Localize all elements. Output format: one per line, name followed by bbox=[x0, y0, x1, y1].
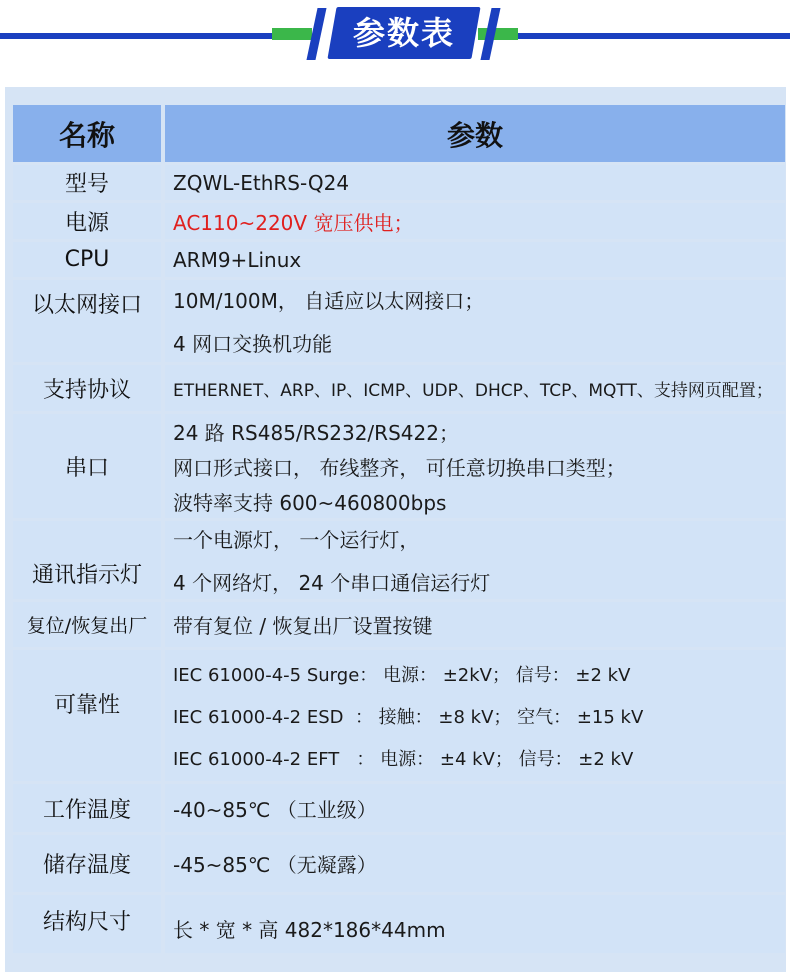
table-row bbox=[13, 280, 785, 362]
parameter-table bbox=[5, 87, 786, 972]
header-banner bbox=[0, 0, 790, 70]
param-value bbox=[165, 784, 785, 832]
param-name: 电源 bbox=[13, 203, 161, 239]
page-title: 参数表 bbox=[352, 14, 455, 52]
param-line: ZQWL-EthRS-Q24 bbox=[173, 170, 350, 195]
param-value bbox=[165, 414, 785, 518]
table-row bbox=[13, 521, 785, 599]
table-row bbox=[13, 165, 785, 200]
param-value bbox=[165, 365, 785, 411]
param-value bbox=[165, 242, 785, 277]
table-row bbox=[13, 602, 785, 647]
param-value bbox=[165, 835, 785, 892]
param-name: 储存温度 bbox=[13, 835, 161, 892]
param-line: 长 * 宽 * 高 482*186*44mm bbox=[173, 918, 446, 942]
param-name: 串口 bbox=[13, 414, 161, 518]
param-line: IEC 61000-4-5 Surge： 电源： ±2kV； 信号： ±2 kV bbox=[173, 664, 631, 686]
param-line: 一个电源灯， 一个运行灯， bbox=[173, 528, 420, 552]
param-value bbox=[165, 521, 785, 599]
param-name: 型号 bbox=[13, 165, 161, 200]
param-line: IEC 61000-4-2 EFT ： 电源： ±4 kV； 信号： ±2 kV bbox=[173, 748, 634, 770]
param-line: AC110~220V 宽压供电； bbox=[173, 210, 414, 235]
param-line: 波特率支持 600~460800bps bbox=[173, 490, 447, 515]
param-name: 工作温度 bbox=[13, 784, 161, 832]
banner-divider-left bbox=[0, 33, 290, 39]
param-line: 24 路 RS485/RS232/RS422； bbox=[173, 420, 459, 445]
param-name: 结构尺寸 bbox=[13, 895, 161, 953]
param-line: 4 网口交换机功能 bbox=[173, 332, 333, 356]
param-name: 通讯指示灯 bbox=[13, 521, 161, 599]
table-row bbox=[13, 835, 785, 892]
param-line: ARM9+Linux bbox=[173, 247, 302, 272]
table-row bbox=[13, 203, 785, 239]
param-line: 带有复位 / 恢复出厂设置按键 bbox=[173, 614, 433, 638]
header-name-cell: 名称 bbox=[13, 105, 161, 162]
param-value bbox=[165, 602, 785, 647]
param-name: 复位/恢复出厂 bbox=[13, 602, 161, 647]
header-value-cell: 参数 bbox=[165, 105, 785, 162]
param-value bbox=[165, 895, 785, 953]
banner-accent-left bbox=[272, 28, 312, 40]
param-value bbox=[165, 203, 785, 239]
banner-divider-right bbox=[500, 33, 790, 39]
table-row bbox=[13, 895, 785, 953]
param-line: 网口形式接口， 布线整齐， 可任意切换串口类型； bbox=[173, 455, 626, 480]
table-row bbox=[13, 242, 785, 277]
param-line: -40~85℃ （工业级） bbox=[173, 797, 377, 822]
param-line: IEC 61000-4-2 ESD ： 接触： ±8 kV； 空气： ±15 kV bbox=[173, 706, 644, 728]
param-name: 支持协议 bbox=[13, 365, 161, 411]
param-name: CPU bbox=[13, 242, 161, 277]
param-value bbox=[165, 650, 785, 781]
param-line: 10M/100M， 自适应以太网接口； bbox=[173, 289, 485, 313]
table-row bbox=[13, 414, 785, 518]
table-row bbox=[13, 784, 785, 832]
param-name: 可靠性 bbox=[13, 650, 161, 781]
param-value bbox=[165, 280, 785, 362]
param-line: -45~85℃ （无凝露） bbox=[173, 853, 377, 877]
param-line: ETHERNET、ARP、IP、ICMP、UDP、DHCP、TCP、MQTT、支持网页配置； bbox=[173, 380, 773, 401]
table-row bbox=[13, 365, 785, 411]
param-value bbox=[165, 165, 785, 200]
table-header-row bbox=[13, 105, 785, 162]
table-row bbox=[13, 650, 785, 781]
param-name: 以太网接口 bbox=[13, 280, 161, 362]
param-line: 4 个网络灯， 24 个串口通信运行灯 bbox=[173, 571, 491, 595]
